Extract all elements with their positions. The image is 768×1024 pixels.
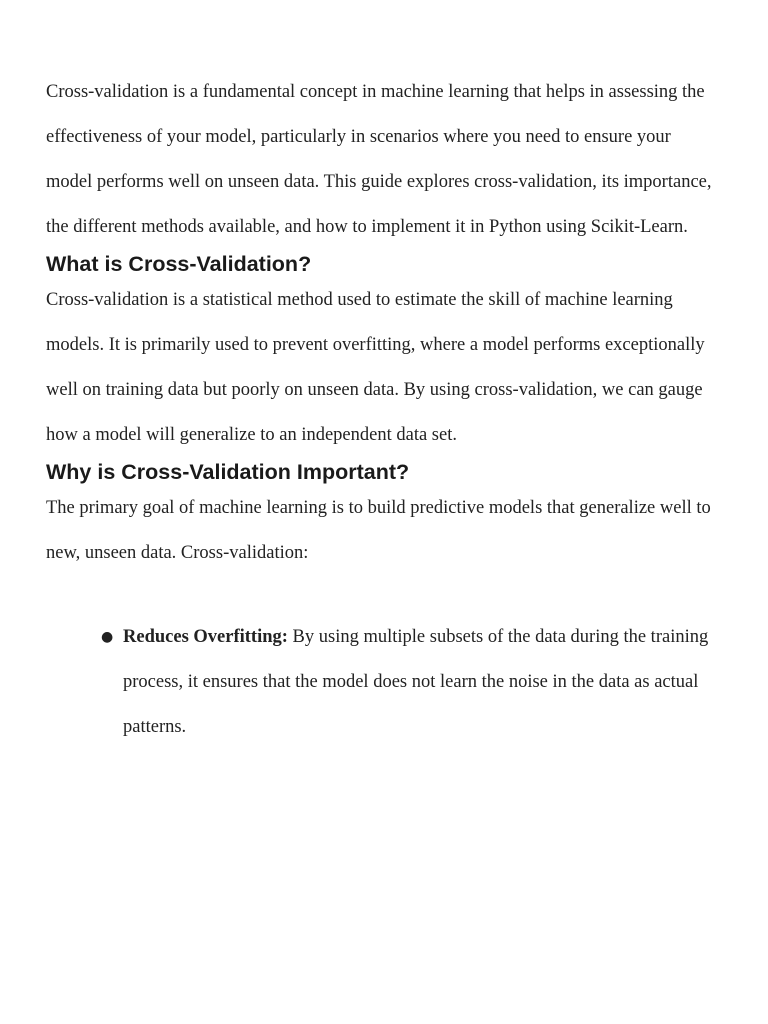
why-important-paragraph: The primary goal of machine learning is to build predictive models that generalize well to new, unseen data. Cross-validation: [46, 498, 711, 563]
benefits-list [46, 615, 718, 750]
heading-what-is-cross-validation: What is Cross-Validation? [46, 252, 312, 276]
heading-why-important: Why is Cross-Validation Important? [46, 460, 410, 484]
bullet-icon: ● [101, 629, 114, 645]
bullet-text: By using multiple subsets of the data during the training process, it ensures that the model does not learn the noise in the data as actual patterns. [123, 627, 709, 737]
document-page [46, 70, 718, 750]
intro-paragraph: Cross-validation is a fundamental concept in machine learning that helps in assessing the effectiveness of your model, particularly in scenarios where you need to ensure your model performs well on unseen data. This guide explores cross-validation, its importance, the different methods available, and how to implement it in Python using Scikit-Learn. [46, 82, 712, 237]
what-is-paragraph: Cross-validation is a statistical method used to estimate the skill of machine learning models. It is primarily used to prevent overfitting, where a model performs exceptionally well on training data but poorly on unseen data. By using cross-validation, we can gauge how a model will generalize to an independent data set. [46, 290, 705, 445]
list-item [101, 615, 718, 750]
bullet-term: Reduces Overfitting: [123, 627, 288, 647]
